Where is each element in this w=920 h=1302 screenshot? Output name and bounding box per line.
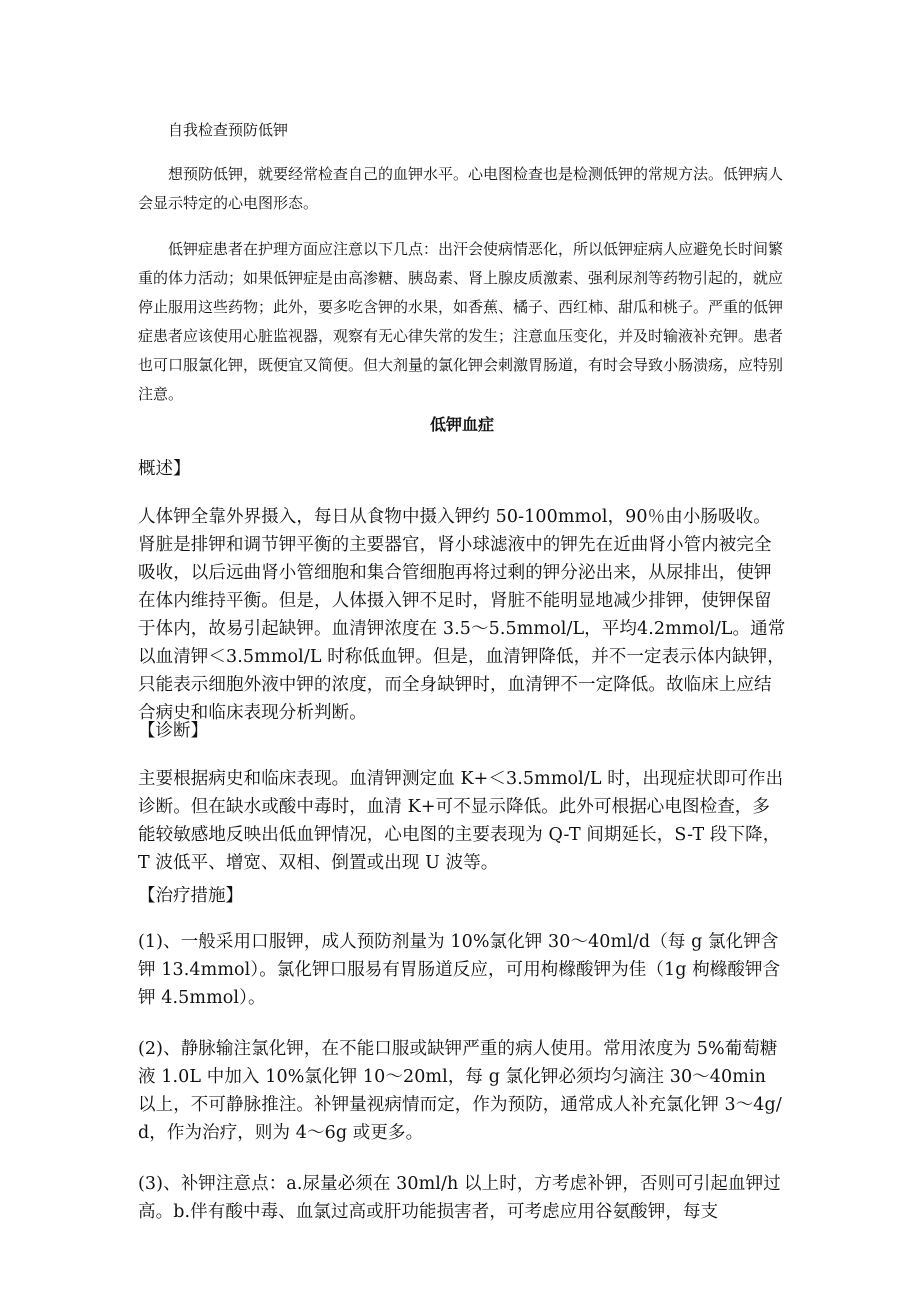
diagnosis-text: 主要根据病史和临床表现。血清钾测定血 K+＜3.5mmol/L 时，出现症状即可作出诊断。但在缺水或酸中毒时，血清 K+可不显示降低。此外可根据心电图检查，多能较敏感地反映出低血钾情况，心电图的主要表现为 Q-T 间期延长，S-T 段下降，T 波低平、增宽、双相、倒置或出现 U 波等。 [138,769,784,873]
treatment-label: 【治疗措施】 [138,886,243,906]
overview-text: 人体钾全靠外界摄入，每日从食物中摄入钾约 50-100mmol，90％由小肠吸收。肾脏是排钾和调节钾平衡的主要器官，肾小球滤液中的钾先在近曲肾小管内被完全吸收，以后远曲肾小管细胞和集合管细胞再将过剩的钾分泌出来，从尿排出，使钾在体内维持平衡。但是，人体摄入钾不足时，肾脏不能明显地减少排钾，使钾保留于体内，故易引起缺钾。血清钾浓度在 3.5～5.5mmol/L，平均4.2mmol/L。通常以血清钾＜3.5mmol/L 时称低血钾。但是，血清钾降低，并不一定表示体内缺钾，只能表示细胞外液中钾的浓度，而全身缺钾时，血清钾不一定降低。故临床上应结合病史和临床表现分析判断。 [138,507,786,723]
intro-title: 自我检查预防低钾 [168,121,289,139]
treatment-item-1: (1)、一般采用口服钾，成人预防剂量为 10%氯化钾 30～40ml/d（每 g 氯化钾含钾 13.4mmol）。氯化钾口服易有胃肠道反应，可用枸橼酸钾为佳（1g 枸橼酸钾含钾 4.5mmol）。 [138,932,781,1008]
treatment-item-3: (3)、补钾注意点：a.尿量必须在 30ml/h 以上时，方考虑补钾，否则可引起血钾过高。b.伴有酸中毒、血氯过高或肝功能损害者，可考虑应用谷氨酸钾，每支 [138,1174,781,1222]
intro-paragraph-care: 低钾症患者在护理方面应注意以下几点：出汗会使病情恶化，所以低钾症病人应避免长时间繁重的体力活动；如果低钾症是由高渗糖、胰岛素、肾上腺皮质激素、强利尿剂等药物引起的，就应停止服用这些药物；此外，要多吃含钾的水果，如香蕉、橘子、西红柿、甜瓜和桃子。严重的低钾症患者应该使用心脏监视器，观察有无心律失常的发生；注意血压变化，并及时输液补充钾。患者也可口服氯化钾，既便宜又简便。但大剂量的氯化钾会刺激胃肠道，有时会导致小肠溃疡，应特别注意。 [138,240,784,403]
article-heading: 低钾血症 [429,415,494,434]
treatment-item-2: (2)、静脉输注氯化钾，在不能口服或缺钾严重的病人使用。常用浓度为 5%葡萄糖液 1.0L 中加入 10%氯化钾 10～20ml，每 g 氯化钾必须均匀滴注 30～40min 以上，不可静脉推注。补钾量视病情而定，作为预防，通常成人补充氯化钾 3～4g/d，作为治疗，则为 4～6g 或更多。 [138,1039,782,1143]
overview-label: 概述】 [138,459,191,479]
diagnosis-label: 【诊断】 [138,721,208,741]
intro-paragraph-ecg: 想预防低钾，就要经常检查自己的血钾水平。心电图检查也是检测低钾的常规方法。低钾病人会显示特定的心电图形态。 [138,165,784,212]
